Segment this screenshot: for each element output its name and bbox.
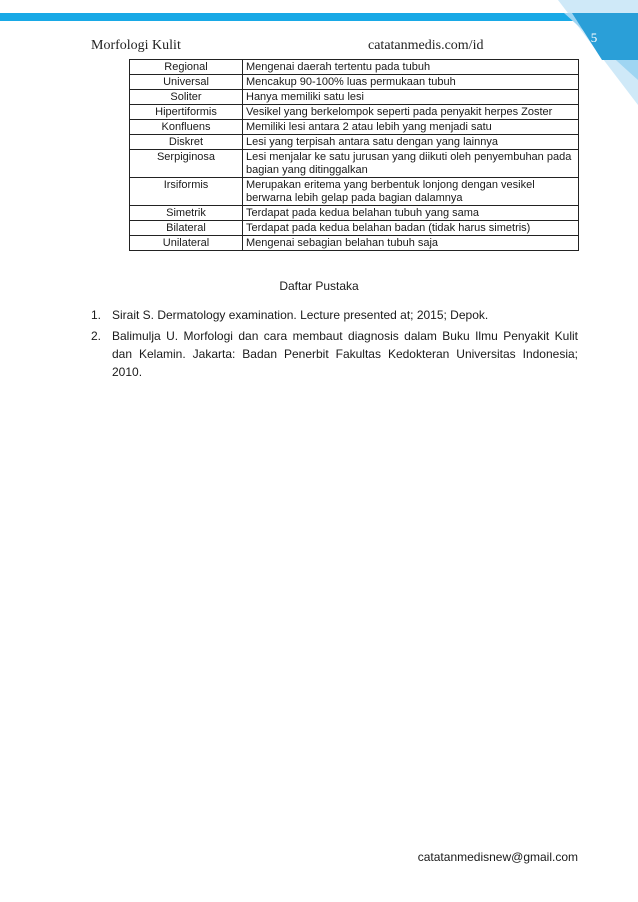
definition-cell: Vesikel yang berkelompok seperti pada penyakit herpes Zoster	[243, 105, 579, 120]
term-cell: Unilateral	[130, 236, 243, 251]
definition-cell: Memiliki lesi antara 2 atau lebih yang menjadi satu	[243, 120, 579, 135]
table-row	[130, 120, 579, 135]
term-cell: Diskret	[130, 135, 243, 150]
footer-email: catatanmedisnew@gmail.com	[417, 850, 578, 864]
definition-cell: Merupakan eritema yang berbentuk lonjong dengan vesikel berwarna lebih gelap pada bagian dalamnya	[243, 178, 579, 206]
references-title: Daftar Pustaka	[279, 279, 359, 293]
term-cell: Simetrik	[130, 206, 243, 221]
table-row	[130, 75, 579, 90]
definition-cell: Hanya memiliki satu lesi	[243, 90, 579, 105]
term-cell: Irsiformis	[130, 178, 243, 206]
reference-number: 2.	[91, 329, 102, 343]
definition-cell: Mengenai sebagian belahan tubuh saja	[243, 236, 579, 251]
references-list	[91, 306, 578, 384]
term-cell: Bilateral	[130, 221, 243, 236]
table-row	[130, 105, 579, 120]
term-cell: Soliter	[130, 90, 243, 105]
reference-number: 1.	[91, 308, 102, 322]
table-row	[130, 90, 579, 105]
header-accent-bar	[0, 13, 638, 21]
morphology-table	[129, 59, 579, 251]
definition-cell: Lesi menjalar ke satu jurusan yang diikuti oleh penyembuhan pada bagian yang ditinggalkan	[243, 150, 579, 178]
table-row	[130, 135, 579, 150]
table-row	[130, 150, 579, 178]
term-cell: Hipertiformis	[130, 105, 243, 120]
term-cell: Serpiginosa	[130, 150, 243, 178]
page-number: 5	[590, 30, 598, 45]
term-cell: Universal	[130, 75, 243, 90]
definition-cell: Mencakup 90-100% luas permukaan tubuh	[243, 75, 579, 90]
reference-item	[91, 327, 578, 381]
reference-text: Sirait S. Dermatology examination. Lecture presented at; 2015; Depok.	[112, 308, 489, 322]
running-header-title: Morfologi Kulit	[91, 38, 181, 53]
table-row	[130, 206, 579, 221]
table-row	[130, 221, 579, 236]
table-row	[130, 60, 579, 75]
term-cell: Regional	[130, 60, 243, 75]
table-row	[130, 178, 579, 206]
table-row	[130, 236, 579, 251]
definition-cell: Terdapat pada kedua belahan badan (tidak harus simetris)	[243, 221, 579, 236]
term-cell: Konfluens	[130, 120, 243, 135]
running-header-site: catatanmedis.com/id	[368, 38, 484, 53]
definition-cell: Lesi yang terpisah antara satu dengan yang lainnya	[243, 135, 579, 150]
definition-cell: Mengenai daerah tertentu pada tubuh	[243, 60, 579, 75]
reference-item	[91, 306, 578, 324]
definition-cell: Terdapat pada kedua belahan tubuh yang sama	[243, 206, 579, 221]
reference-text: Balimulja U. Morfologi dan cara membaut diagnosis dalam Buku Ilmu Penyakit Kulit dan Kelamin. Jakarta: Badan Penerbit Fakultas Kedokteran Universitas Indonesia; 2010.	[112, 329, 578, 379]
